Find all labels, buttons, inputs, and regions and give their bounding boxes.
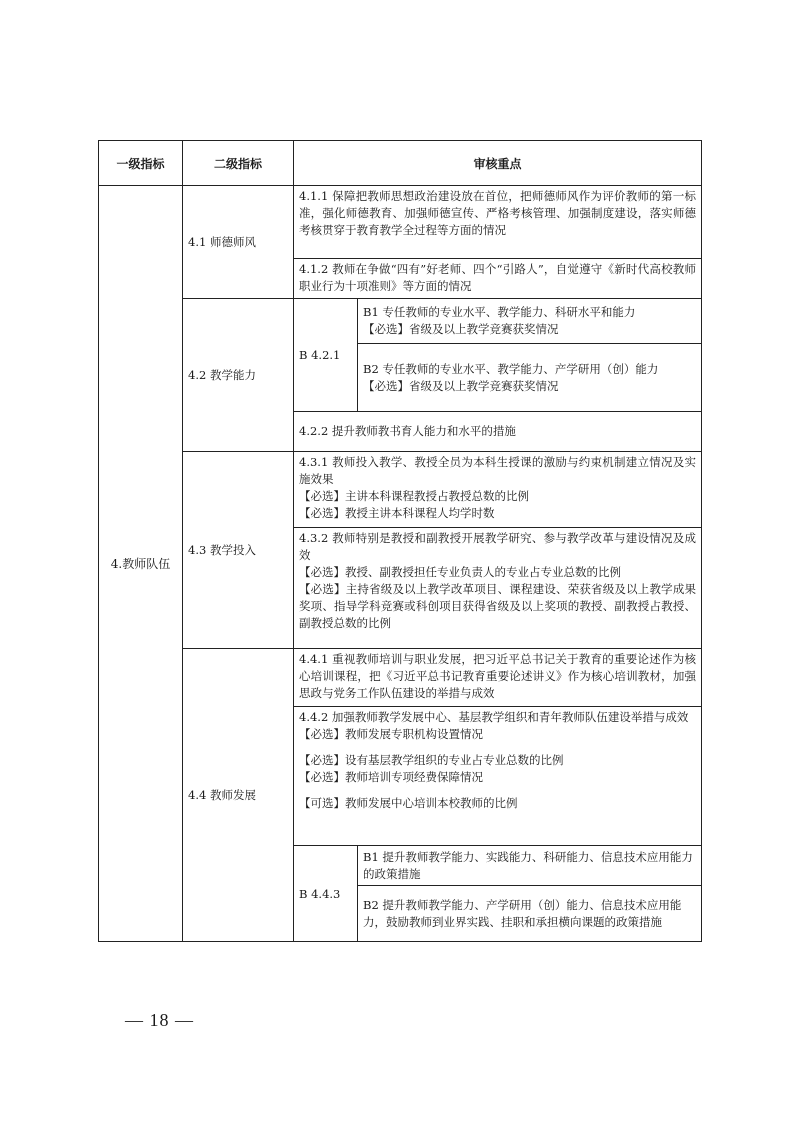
code-b-4-4-3: B 4.4.3 (294, 846, 358, 942)
item-4-1-2: 4.1.2 教师在争做“四有”好老师、四个“引路人”，自觉遵守《新时代高校教师职业行为十项准则》等方面的情况 (294, 259, 702, 299)
item-4-4-2: 4.4.2 加强教师教学发展中心、基层教学组织和青年教师队伍建设举措与成效 【必选】教师发展专职机构设置情况 【必选】设有基层教学组织的专业占专业总数的比例 【必选】教师培训专项经费保障情况 【可选】教师发展中心培训本校教师的比例 (294, 707, 702, 846)
level2-ethics: 4.1 师德师风 (183, 186, 294, 299)
header-level2: 二级指标 (183, 141, 294, 186)
level2-teaching-input: 4.3 教学投入 (183, 452, 294, 649)
header-row (99, 141, 702, 186)
item-4-1-1: 4.1.1 保障把教师思想政治建设放在首位，把师德师风作为评价教师的第一标准，强化师德教育、加强师德宣传、严格考核管理、加强制度建设，落实师德考核贯穿于教育教学全过程等方面的情况 (294, 186, 702, 259)
level2-teaching-ability: 4.2 教学能力 (183, 299, 294, 452)
item-4-3-2: 4.3.2 教师特别是教授和副教授开展教学研究、参与教学改革与建设情况及成效 【必选】教授、副教授担任专业负责人的专业占专业总数的比例 【必选】主持省级及以上教学改革项目、课程建设、荣获省级及以上教学成果奖项、指导学科竞赛或科创项目获得省级及以上奖项的教授、副教授占教授、副教授总数的比例 (294, 528, 702, 649)
item-4-2-1-b2: B2 专任教师的专业水平、教学能力、产学研用（创）能力 【必选】省级及以上教学竞赛获奖情况 (358, 344, 702, 412)
item-4-3-1: 4.3.1 教师投入教学、教授全员为本科生授课的激励与约束机制建立情况及实施效果 【必选】主讲本科课程教授占教授总数的比例 【必选】教授主讲本科课程人均学时数 (294, 452, 702, 528)
item-4-2-2: 4.2.2 提升教师教书育人能力和水平的措施 (294, 412, 702, 452)
page-number: — 18 — (125, 1010, 194, 1030)
code-b-4-2-1: B 4.2.1 (294, 299, 358, 412)
level1-teacher-team: 4.教师队伍 (99, 186, 183, 942)
header-level1: 一级指标 (99, 141, 183, 186)
item-4-4-3-b1: B1 提升教师教学能力、实践能力、科研能力、信息技术应用能力的政策措施 (358, 846, 702, 886)
item-4-2-1-b1: B1 专任教师的专业水平、教学能力、科研水平和能力 【必选】省级及以上教学竞赛获奖情况 (358, 299, 702, 344)
item-4-4-1: 4.4.1 重视教师培训与职业发展，把习近平总书记关于教育的重要论述作为核心培训课程，把《习近平总书记教育重要论述讲义》作为核心培训教材，加强思政与党务工作队伍建设的举措与成效 (294, 649, 702, 707)
header-focus: 审核重点 (294, 141, 702, 186)
item-4-4-3-b2: B2 提升教师教学能力、产学研用（创）能力、信息技术应用能力，鼓励教师到业界实践、挂职和承担横向课题的政策措施 (358, 886, 702, 942)
level2-teacher-development: 4.4 教师发展 (183, 649, 294, 942)
audit-table (98, 140, 702, 942)
